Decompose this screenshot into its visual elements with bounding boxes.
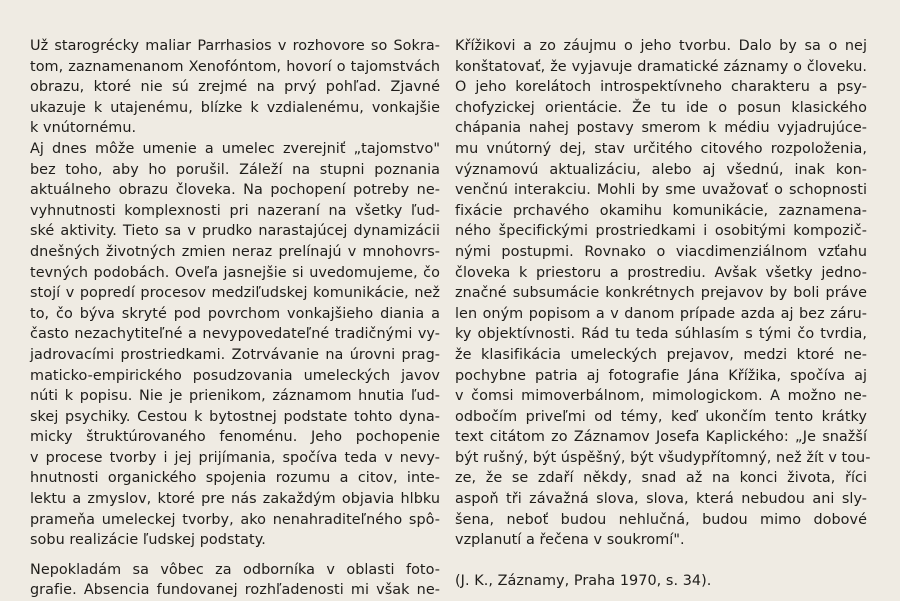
text-line: bez toho, aby ho porušil. Záleží na stupni poznania	[30, 161, 440, 178]
text-line: vzplanutí a řečena v soukromí".	[455, 532, 685, 549]
text-line: človeka k priestoru a prostrediu. Avšak všetky jedno-	[455, 264, 867, 281]
text-line: chofyzickej orientácie. Že tu ide o posun klasického	[455, 99, 867, 116]
text-line: k vnútornému.	[30, 120, 137, 137]
text-line: text citátom zo Záznamov Josefa Kaplického: „Je snažší	[455, 429, 867, 446]
text-line: obrazu, ktoré nie sú zrejmé na prvý pohľad. Zjavné	[30, 79, 440, 96]
text-line: jadrovacími prostriedkami. Zotrvávanie na úrovni prag-	[30, 346, 440, 363]
text-line: aktuálneho obrazu človeka. Na pochopení potreby ne-	[30, 182, 440, 199]
text-line: Aj dnes môže umenie a umelec zverejniť „tajomstvo"	[30, 140, 440, 157]
text-line: venčnú interakciu. Mohli by sme uvažovať o schopnosti	[455, 182, 867, 199]
text-line: ukazuje k utajenému, blízke k vzdialenému, vonkajšie	[30, 99, 440, 116]
text-line: skej psychiky. Cestou k bytostnej podstate tohto dyna-	[30, 408, 440, 425]
text-line: chápania nahej postavy smerom k médiu vyjadrujúce-	[455, 120, 867, 137]
text-line: lektu a zmyslov, ktoré pre nás zakaždým objavia hlbku	[30, 491, 440, 508]
left-column	[30, 36, 440, 601]
text-line: Křížikovi a zo záujmu o jeho tvorbu. Dalo by sa o nej	[455, 38, 867, 54]
text-line: maticko-empirického posudzovania umeleckých javov	[30, 367, 440, 384]
text-line: aspoň tři závažná slova, slova, která nebudou ani sly-	[455, 491, 867, 508]
text-line: sobu realizácie ľudskej podstaty.	[30, 532, 266, 549]
text-line: odbočím priveľmi od témy, keď ukončím tento krátky	[455, 408, 867, 425]
text-line: dnešných životných zmien neraz prelínajú v mnohovrs-	[30, 243, 440, 260]
text-line: v čomsi mimoverbálnom, mimologickom. A možno ne-	[455, 388, 867, 405]
text-line: značné subsumácie konkrétnych prejavov by boli práve	[455, 285, 867, 302]
text-line: v procese tvorby i jej prijímania, spočíva teda v nevy-	[30, 449, 440, 466]
text-line: fixácie prchavého okamihu komunikácie, zaznamena-	[455, 202, 867, 219]
text-line: Už starogrécky maliar Parrhasios v rozhovore so Sokra-	[30, 38, 440, 54]
text-line: vyhnutnosti komplexnosti pri nazeraní na všetky ľud-	[30, 202, 440, 219]
text-line: konštatovať, že vyjavuje dramatické záznamy o človeku.	[455, 58, 867, 75]
text-line: šena, neboť budou nehlučná, budou mimo dobové	[455, 511, 867, 528]
citation: (J. K., Záznamy, Praha 1970, s. 34).	[455, 572, 712, 589]
text-line: tevných podobách. Oveľa jasnejšie si uvedomujeme, čo	[30, 264, 440, 281]
text-line: že klasifikácia umeleckých prejavov, medzi ktoré ne-	[455, 346, 867, 363]
text-line: tom, zaznamenanom Xenofóntom, hovorí o tajomstvách	[30, 58, 440, 75]
text-line: grafie. Absencia fundovanej rozhľadenosti mi však ne-	[30, 582, 440, 599]
text-line: prameňa umeleckej tvorby, ako nenahraditeľného spô-	[30, 511, 440, 528]
text-line: Nepokladám sa vôbec za odborníka v oblasti foto-	[30, 561, 440, 578]
text-line: být rušný, být úspěšný, být všudypřítomný, než žít v tou-	[455, 449, 871, 466]
text-line: hnutnosti organického spojenia rozumu a citov, inte-	[30, 470, 440, 487]
text-line: významovú aktualizáciu, alebo aj všednú, inak kon-	[455, 161, 867, 178]
right-column	[455, 36, 871, 591]
text-line: pochybne patria aj fotografie Jána Křížika, spočíva aj	[455, 367, 867, 384]
text-line: ky objektívnosti. Rád tu teda súhlasím s tými čo tvrdia,	[455, 326, 867, 343]
text-line: núti k popisu. Nie je prienikom, záznamom hnutia ľud-	[30, 388, 440, 405]
text-line: nými postupmi. Rovnako o viacdimenziálnom vzťahu	[455, 243, 867, 260]
text-line: ného špecifickými prostriedkami i osobitými kompozič-	[455, 223, 867, 240]
text-line: to, čo býva skryté pod povrchom vonkajšieho diania a	[30, 305, 440, 322]
text-line: ské aktivity. Tieto sa v prudko narastajúcej dynamizácii	[30, 223, 440, 240]
text-line: micky štruktúrovaného fenoménu. Jeho pochopenie	[30, 429, 440, 446]
text-line: O jeho korelátoch introspektívneho charakteru a psy-	[455, 79, 867, 96]
text-line: stojí v popredí procesov medziľudskej komunikácie, než	[30, 285, 440, 302]
text-line: len oným popisom a v danom prípade azda aj bez záru-	[455, 305, 867, 322]
text-line: často nezachytiteľné a nevypovedateľné tradičnými vy-	[30, 326, 440, 343]
text-line: ze, že se zdaří někdy, snad až na konci života, říci	[455, 470, 867, 487]
text-line: mu vnútorný dej, stav určitého citového rozpoloženia,	[455, 140, 867, 157]
